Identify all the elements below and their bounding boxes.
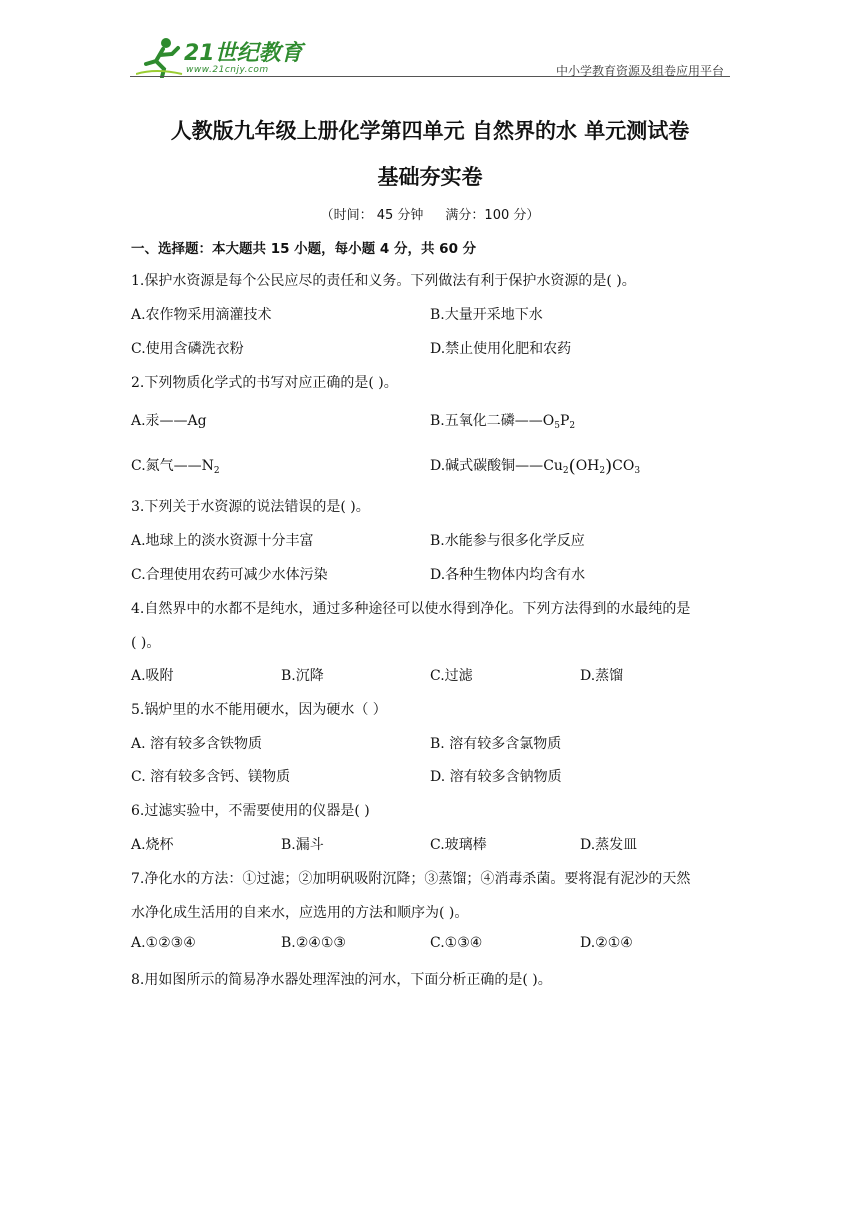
question-4-line-2: ( )。 (131, 635, 161, 651)
runner-logo-icon (136, 34, 184, 78)
q7-option-c: C.①③④ (430, 935, 483, 951)
q7-option-d: D.②①④ (580, 935, 633, 951)
q3-option-a: A.地球上的淡水资源十分丰富 (131, 533, 314, 549)
logo (136, 34, 311, 78)
q6-option-c: C.玻璃棒 (430, 837, 487, 853)
q4-option-d: D.蒸馏 (580, 668, 624, 684)
exam-score: 满分：100 分） (445, 208, 540, 223)
page-subtitle: 基础夯实卷 (377, 165, 483, 189)
q4-option-b: B.沉降 (281, 668, 324, 684)
question-7-line-1: 7.净化水的方法：①过滤；②加明矾吸附沉降；③蒸馏；④消毒杀菌。要将混有泥沙的天然 (131, 871, 691, 887)
page-title: 人教版九年级上册化学第四单元 自然界的水 单元测试卷 (170, 119, 690, 143)
q2-option-b: B.五氧化二磷$——O_5P_2$ (430, 413, 576, 431)
q2-option-c: C.氮气$——N_2$ (131, 458, 220, 476)
q4-option-a: A.吸附 (131, 668, 174, 684)
q5-option-b: B. 溶有较多含氯物质 (430, 736, 562, 752)
question-8: 8.用如图所示的简易净水器处理浑浊的河水，下面分析正确的是( )。 (131, 972, 552, 988)
q4-option-c: C.过滤 (430, 668, 473, 684)
q1-option-d: D.禁止使用化肥和农药 (430, 341, 572, 357)
section-heading: 一、选择题：本大题共 15 小题，每小题 4 分，共 60 分 (131, 241, 477, 257)
q1-option-b: B.大量开采地下水 (430, 307, 543, 323)
platform-label: 中小学教育资源及组卷应用平台 (555, 64, 724, 78)
q1-option-c: C.使用含磷洗衣粉 (131, 341, 244, 357)
q5-option-c: C. 溶有较多含钙、镁物质 (131, 769, 291, 785)
q3-option-b: B.水能参与很多化学反应 (430, 533, 585, 549)
q5-option-d: D. 溶有较多含钠物质 (430, 769, 562, 785)
q3-option-c: C.合理使用农药可减少水体污染 (131, 567, 328, 583)
header-divider (130, 76, 730, 77)
logo-text: 21世纪教育 (184, 41, 303, 66)
q2-option-d: D.碱式碳酸铜$——Cu_2(OH_2)CO_3$ (430, 456, 641, 477)
q6-option-a: A.烧杯 (131, 837, 174, 853)
question-5: 5.锅炉里的水不能用硬水，因为硬水（ ） (131, 702, 387, 718)
question-6: 6.过滤实验中，不需要使用的仪器是( ) (131, 803, 370, 819)
q1-option-a: A.农作物采用滴灌技术 (131, 307, 272, 323)
q6-option-b: B.漏斗 (281, 837, 324, 853)
q6-option-d: D.蒸发皿 (580, 837, 638, 853)
q3-option-d: D.各种生物体内均含有水 (430, 567, 586, 583)
question-3: 3.下列关于水资源的说法错误的是( )。 (131, 499, 370, 515)
q5-option-a: A. 溶有较多含铁物质 (131, 736, 263, 752)
exam-time: （时间： 45 分钟 (320, 208, 424, 223)
question-2: 2.下列物质化学式的书写对应正确的是( )。 (131, 375, 398, 391)
logo-url: www.21cnjy.com (186, 65, 269, 75)
question-7-line-2: 水净化成生活用的自来水，应选用的方法和顺序为( )。 (131, 905, 469, 921)
q2-option-a: A.汞——Ag (131, 413, 207, 429)
q7-option-a: A.①②③④ (131, 935, 196, 951)
q7-option-b: B.②④①③ (281, 935, 346, 951)
page-header (130, 32, 730, 78)
question-4-line-1: 4.自然界中的水都不是纯水，通过多种途径可以使水得到净化。下列方法得到的水最纯的是 (131, 601, 691, 617)
exam-info (0, 204, 860, 223)
question-1: 1.保护水资源是每个公民应尽的责任和义务。下列做法有利于保护水资源的是( )。 (131, 273, 636, 289)
